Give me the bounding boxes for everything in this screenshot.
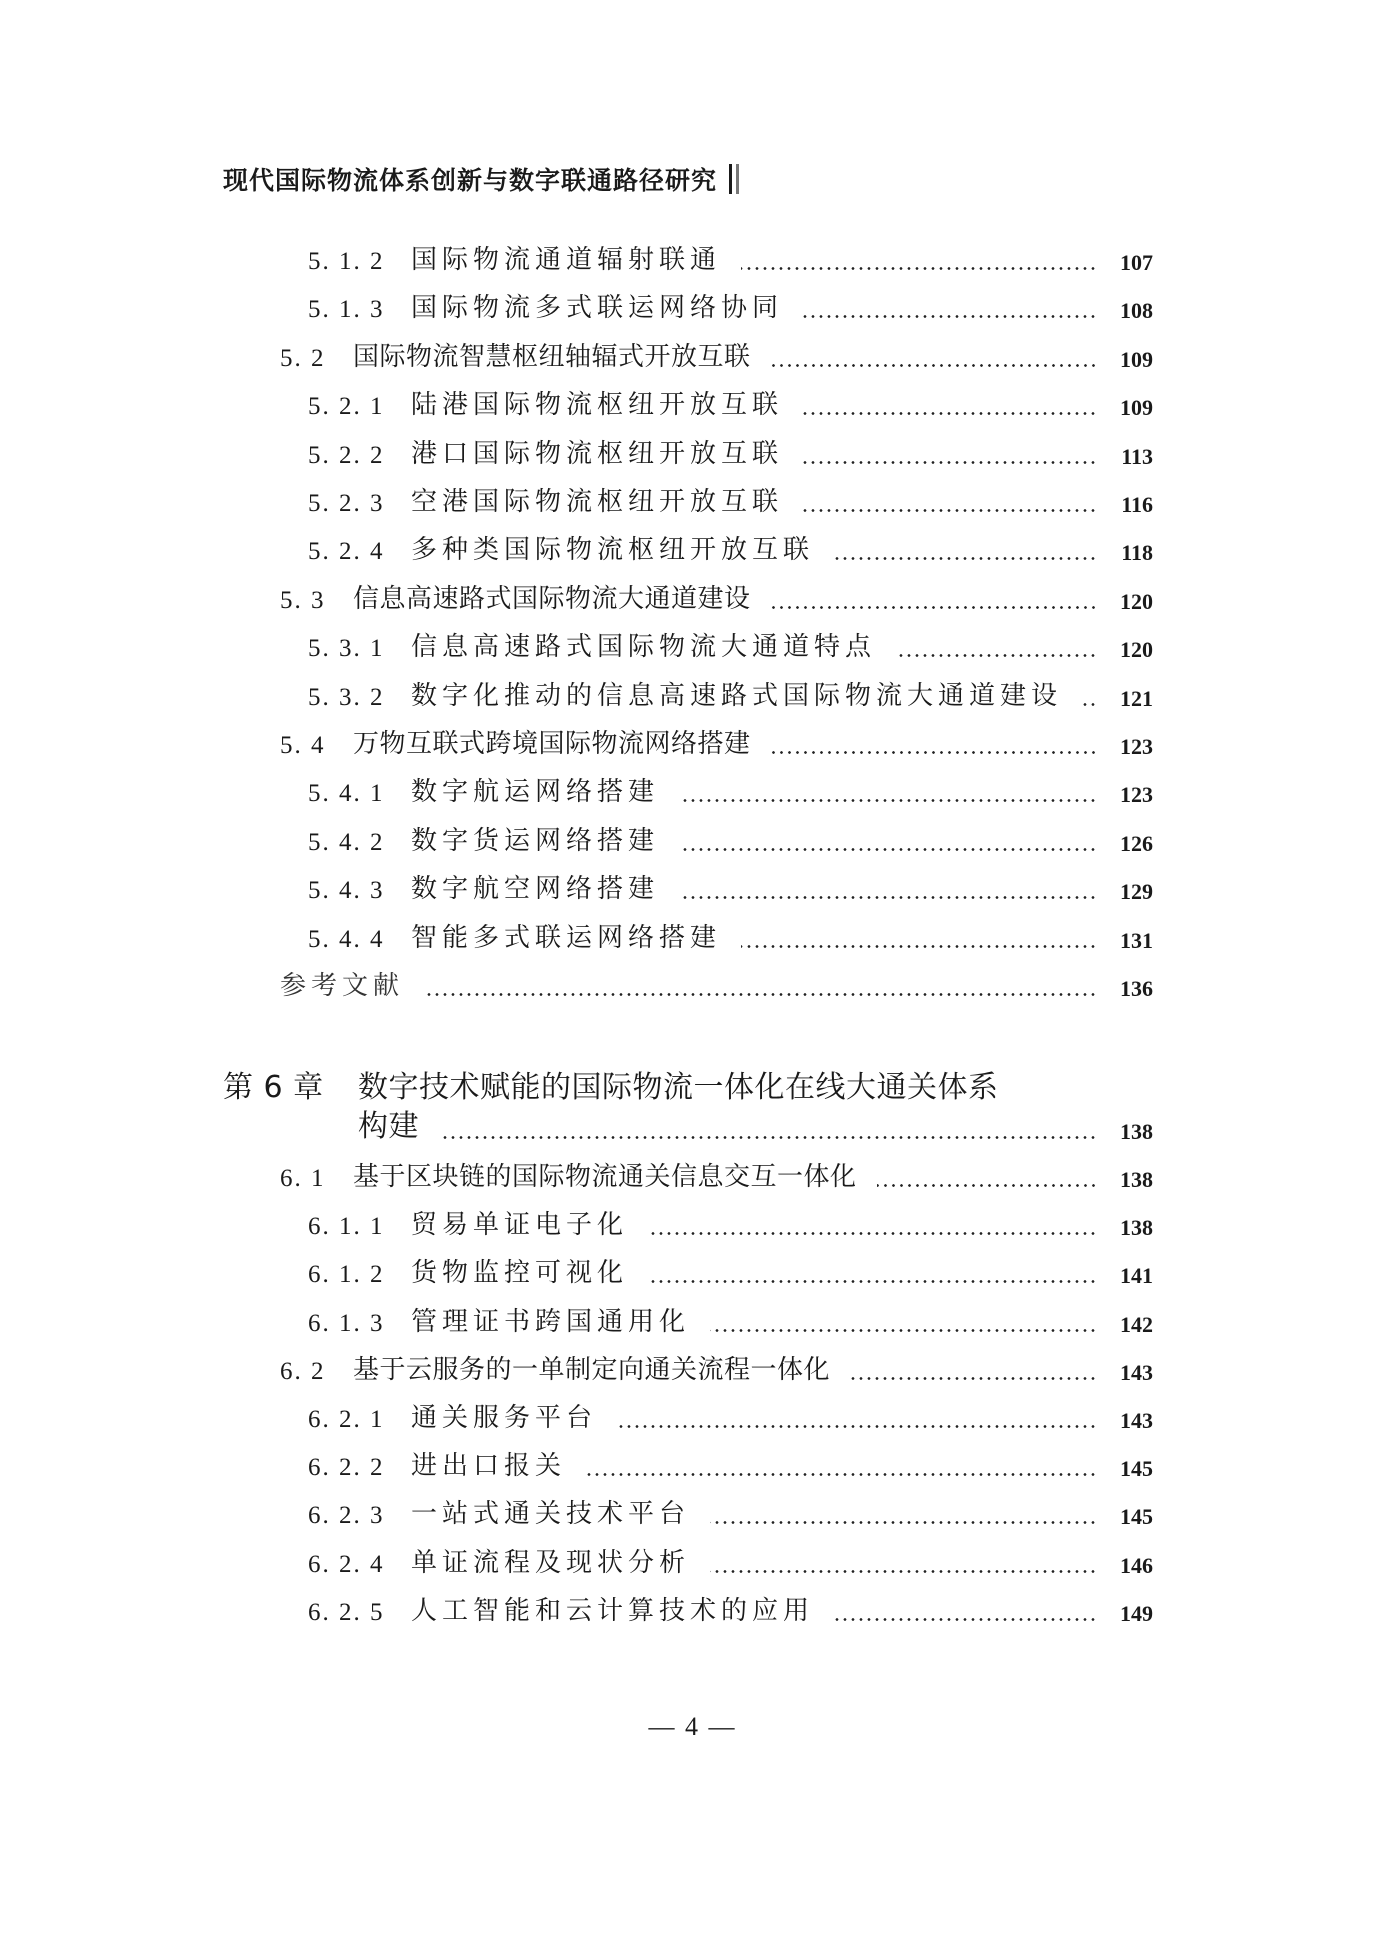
toc-entry-number: 5. 1. 3 xyxy=(308,296,385,324)
dot-leader xyxy=(424,993,1097,996)
dot-leader xyxy=(896,654,1097,657)
page-number: 143 xyxy=(1120,1359,1153,1385)
running-head-bars xyxy=(729,164,739,194)
toc-entry-title: 智能多式联运网络搭建 xyxy=(411,922,722,953)
page-number: 143 xyxy=(1120,1408,1153,1433)
dot-leader xyxy=(648,1280,1097,1283)
dot-leader xyxy=(803,315,1097,318)
toc-entry-title: 多种类国际物流枢纽开放互联 xyxy=(411,535,815,566)
toc-entry-title: 通关服务平台 xyxy=(411,1403,598,1433)
toc-entry-title: 单证流程及现状分析 xyxy=(411,1547,691,1578)
toc-entry-number: 6. 1. 1 xyxy=(308,1213,385,1241)
dot-leader xyxy=(877,1184,1097,1187)
dot-leader xyxy=(771,606,1097,609)
page-folio: — 4 — xyxy=(648,1712,737,1741)
dot-leader xyxy=(710,1329,1097,1332)
toc-entry[interactable] xyxy=(308,1400,1153,1434)
chapter-heading xyxy=(223,1062,999,1106)
dot-leader xyxy=(771,751,1097,754)
page-number: 123 xyxy=(1120,734,1153,759)
toc-entry[interactable] xyxy=(308,920,1153,954)
page-number: 149 xyxy=(1120,1600,1153,1626)
page-number: 121 xyxy=(1120,685,1153,711)
toc-entry-number: 5. 2. 1 xyxy=(308,393,385,421)
toc-entry-title: 国际物流通道辐射联通 xyxy=(411,245,722,275)
page-number: 145 xyxy=(1120,1456,1153,1482)
toc-entry[interactable] xyxy=(308,1255,1153,1289)
toc-entry[interactable] xyxy=(308,532,1153,566)
toc-entry[interactable] xyxy=(280,726,1153,760)
toc-entry-title: 人工智能和云计算技术的应用 xyxy=(411,1595,815,1626)
dot-leader xyxy=(710,1521,1097,1524)
toc-entry-title: 货物监控可视化 xyxy=(411,1258,629,1289)
toc-entry-title: 万物互联式跨境国际物流网络搭建 xyxy=(353,729,751,759)
dot-leader xyxy=(648,1232,1097,1235)
dot-leader xyxy=(803,461,1097,464)
dot-leader xyxy=(586,1473,1097,1476)
dot-leader xyxy=(803,509,1097,512)
dot-leader xyxy=(679,896,1097,899)
toc-entry-title: 数字航运网络搭建 xyxy=(411,777,660,808)
dot-leader xyxy=(1082,703,1097,706)
dot-leader xyxy=(771,364,1097,367)
toc-entry-title: 贸易单证电子化 xyxy=(411,1210,629,1241)
page-number: 108 xyxy=(1120,298,1153,324)
toc-entry-title: 数字货运网络搭建 xyxy=(411,825,660,856)
chapter-title-line1: 数字技术赋能的国际物流一体化在线大通关体系 xyxy=(358,1070,999,1105)
page-number: 118 xyxy=(1121,540,1153,566)
toc-entry[interactable] xyxy=(308,871,1153,905)
dot-leader xyxy=(803,412,1097,415)
page-number: 123 xyxy=(1120,782,1153,808)
toc-entry[interactable] xyxy=(308,1304,1153,1338)
toc-entry-title: 国际物流智慧枢纽轴辐式开放互联 xyxy=(353,341,751,372)
dot-leader xyxy=(617,1425,1097,1428)
dot-leader xyxy=(741,267,1097,270)
toc-entry-number: 5. 3. 2 xyxy=(308,683,385,711)
page-number: 113 xyxy=(1121,443,1153,469)
toc-entry-number: 5. 1. 2 xyxy=(308,248,385,275)
page-number: 131 xyxy=(1120,927,1153,953)
toc-entry-number: 5. 2. 4 xyxy=(308,538,385,566)
toc-entry[interactable] xyxy=(280,581,1153,615)
toc-entry-number: 6. 2. 1 xyxy=(308,1406,385,1433)
running-head-title: 现代国际物流体系创新与数字联通路径研究 xyxy=(223,166,718,195)
toc-entry-title: 国际物流多式联运网络协同 xyxy=(411,293,784,324)
toc-entry-number: 5. 2. 2 xyxy=(308,441,385,469)
toc-entry-number: 5. 3 xyxy=(280,586,326,614)
toc-entry[interactable] xyxy=(308,774,1153,808)
toc-entry-title: 数字化推动的信息高速路式国际物流大通道建设 xyxy=(411,680,1063,711)
page-number: 138 xyxy=(1120,1119,1153,1144)
toc-entry[interactable] xyxy=(308,484,1153,518)
page-number: 138 xyxy=(1120,1167,1153,1192)
toc-entry-title: 进出口报关 xyxy=(411,1451,567,1482)
toc-entry-number: 5. 4. 4 xyxy=(308,925,385,953)
toc-entry-title: 基于区块链的国际物流通关信息交互一体化 xyxy=(353,1162,857,1192)
toc-entry-number: 5. 4. 3 xyxy=(308,877,385,905)
toc-entry-number: 6. 2. 3 xyxy=(308,1502,385,1530)
page-number: 109 xyxy=(1120,346,1153,372)
toc-entry[interactable] xyxy=(308,387,1153,421)
toc-entry-number: 6. 2. 5 xyxy=(308,1598,385,1626)
toc-entry[interactable] xyxy=(308,678,1153,712)
running-head-bar-light xyxy=(736,164,739,194)
toc-entry-title: 信息高速路式国际物流大通道特点 xyxy=(411,632,877,663)
page-number: 142 xyxy=(1120,1311,1153,1337)
page-number: 138 xyxy=(1120,1215,1153,1241)
running-head-bar xyxy=(729,164,732,194)
toc-entry-title: 空港国际物流枢纽开放互联 xyxy=(411,487,784,517)
dot-leader xyxy=(710,1570,1097,1573)
page-number: 109 xyxy=(1120,395,1153,421)
toc-entry-number: 5. 2. 3 xyxy=(308,490,385,517)
page-number: 126 xyxy=(1120,830,1153,856)
toc-entry[interactable] xyxy=(280,1352,1153,1386)
dot-leader xyxy=(850,1377,1097,1380)
toc-entry[interactable] xyxy=(308,823,1153,857)
dot-leader xyxy=(741,945,1097,948)
toc-entry-title: 一站式通关技术平台 xyxy=(411,1499,691,1530)
toc-entry-number: 6. 2. 4 xyxy=(308,1550,385,1578)
dot-leader xyxy=(679,799,1097,802)
toc-entry[interactable] xyxy=(308,1593,1153,1627)
toc-entry[interactable] xyxy=(308,629,1153,663)
toc-entry-title: 管理证书跨国通用化 xyxy=(411,1306,691,1337)
toc-entry[interactable] xyxy=(280,1159,1153,1193)
toc-entry-number: 5. 4. 1 xyxy=(308,780,385,808)
page-number: 120 xyxy=(1120,588,1153,614)
toc-entry-number: 6. 1. 2 xyxy=(308,1261,385,1289)
toc-entry[interactable] xyxy=(308,242,1153,276)
toc-entry[interactable] xyxy=(308,290,1153,324)
page-number: 120 xyxy=(1120,637,1153,663)
toc-entry[interactable] xyxy=(308,1448,1153,1482)
toc-entry[interactable] xyxy=(280,339,1153,373)
toc-entry-number: 6. 2 xyxy=(280,1357,326,1385)
dot-leader xyxy=(439,1136,1097,1139)
toc-entry-title: 陆港国际物流枢纽开放互联 xyxy=(411,390,784,421)
page-number: 107 xyxy=(1120,250,1153,275)
toc-entry-number: 6. 1 xyxy=(280,1165,326,1192)
dot-leader xyxy=(834,557,1097,560)
toc-entry[interactable] xyxy=(308,436,1153,470)
toc-entry-number: 6. 1. 3 xyxy=(308,1309,385,1337)
toc-entry-title: 数字航空网络搭建 xyxy=(411,874,660,905)
chapter-number: 第 6 章 xyxy=(223,1070,324,1105)
toc-entry[interactable] xyxy=(308,1545,1153,1579)
toc-entry-number: 5. 4. 2 xyxy=(308,828,385,856)
page-number: 129 xyxy=(1120,879,1153,905)
toc-entry[interactable] xyxy=(280,968,1153,1002)
chapter-title-continuation[interactable] xyxy=(358,1111,1153,1145)
page-number: 141 xyxy=(1120,1263,1153,1289)
toc-entry-number: 5. 4 xyxy=(280,732,326,759)
dot-leader xyxy=(834,1618,1097,1621)
running-head xyxy=(223,161,739,197)
toc-entry-title: 信息高速路式国际物流大通道建设 xyxy=(353,583,751,614)
toc-entry-number: 6. 2. 2 xyxy=(308,1454,385,1482)
page-number: 116 xyxy=(1121,492,1153,517)
page-number: 145 xyxy=(1120,1504,1153,1530)
toc-entry-title: 参考文献 xyxy=(280,971,405,1001)
toc-entry[interactable] xyxy=(308,1207,1153,1241)
toc-entry-title: 港口国际物流枢纽开放互联 xyxy=(411,438,784,469)
toc-entry-number: 5. 2 xyxy=(280,344,326,372)
toc-entry-number: 5. 3. 1 xyxy=(308,635,385,663)
page-number: 146 xyxy=(1120,1552,1153,1578)
dot-leader xyxy=(679,848,1097,851)
chapter-title-line2: 构建 xyxy=(358,1109,419,1144)
toc-entry[interactable] xyxy=(308,1496,1153,1530)
toc-entry-title: 基于云服务的一单制定向通关流程一体化 xyxy=(353,1354,831,1385)
page-number: 136 xyxy=(1120,976,1153,1001)
